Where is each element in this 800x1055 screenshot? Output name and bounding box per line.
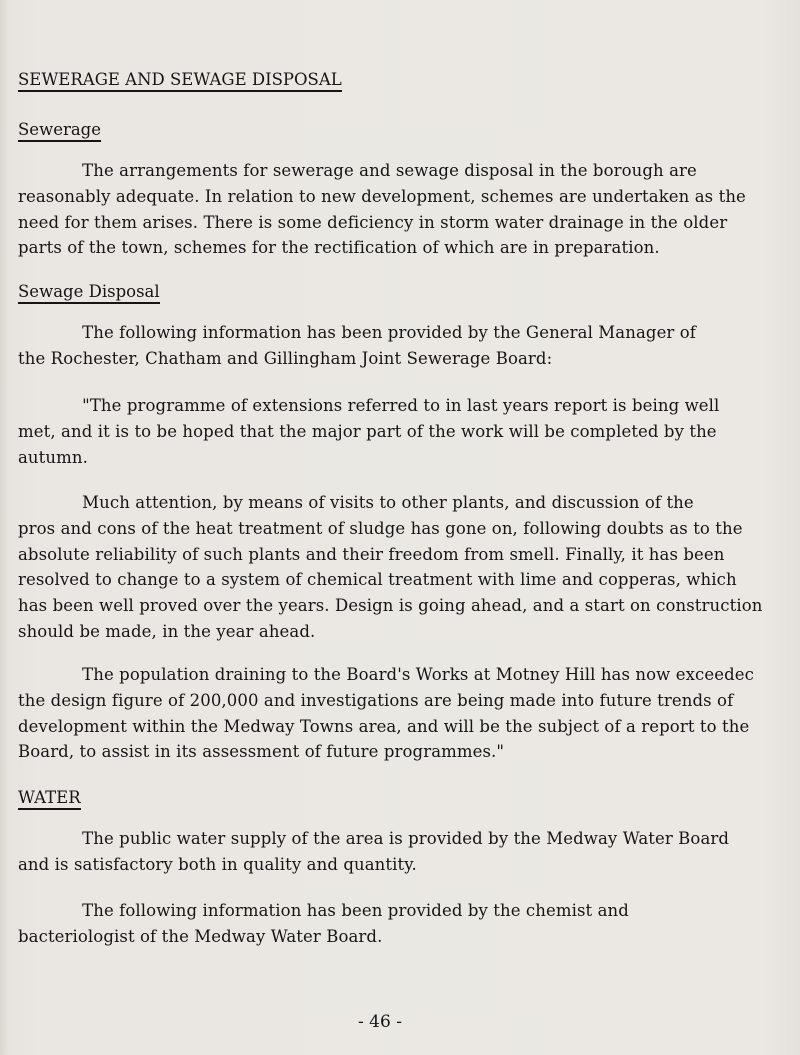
water-heading [18, 788, 81, 810]
paragraph-line: The public water supply of the area is provided by the Medway Water Board [18, 829, 730, 848]
page-number: - 46 - [358, 1012, 402, 1032]
water-paragraph-2 [18, 898, 798, 950]
paragraph-line: parts of the town, schemes for the rectification of which are in preparation. [18, 238, 660, 258]
sewage-disposal-heading [18, 282, 160, 304]
paragraph-line: should be made, in the year ahead. [18, 621, 316, 641]
paragraph-line: and is satisfactory both in quality and quantity. [18, 854, 417, 874]
sewerage-heading [18, 120, 101, 142]
paragraph-line: need for them arises. There is some deficiency in storm water drainage in the older [18, 212, 728, 232]
page-title-text: SEWERAGE AND SEWAGE DISPOSAL [18, 70, 342, 92]
paragraph-line: pros and cons of the heat treatment of sludge has gone on, following doubts as to the [18, 518, 743, 538]
paragraph-line: The population draining to the Board's Works at Motney Hill has now exceedec [18, 665, 754, 684]
paragraph-line: has been well proved over the years. Design is going ahead, and a start on construction [18, 596, 763, 616]
paragraph-line: resolved to change to a system of chemical treatment with lime and copperas, which [18, 570, 737, 590]
paragraph-line: the design figure of 200,000 and investigations are being made into future trends of [18, 690, 734, 710]
sewage-disposal-quote-1 [18, 393, 798, 470]
paragraph-line: The following information has been provided by the General Manager of [18, 323, 697, 342]
paragraph-line: the Rochester, Chatham and Gillingham Joint Sewerage Board: [18, 348, 553, 368]
sewerage-paragraph [18, 158, 798, 261]
sewage-disposal-intro [18, 320, 798, 372]
paragraph-line: Much attention, by means of visits to other plants, and discussion of the [18, 493, 694, 512]
paragraph-line: The following information has been provided by the chemist and [18, 901, 629, 920]
paragraph-line: autumn. [18, 447, 88, 467]
paragraph-line: met, and it is to be hoped that the major part of the work will be completed by the [18, 421, 717, 441]
paragraph-line: Board, to assist in its assessment of future programmes." [18, 742, 505, 762]
page-title [18, 70, 342, 92]
paragraph-line: absolute reliability of such plants and their freedom from smell. Finally, it has been [18, 544, 725, 564]
paragraph-line: bacteriologist of the Medway Water Board. [18, 926, 383, 946]
paragraph-line: "The programme of extensions referred to in last years report is being well [18, 396, 720, 415]
paragraph-line: development within the Medway Towns area, and will be the subject of a report to the [18, 716, 750, 736]
paragraph-line: The arrangements for sewerage and sewage disposal in the borough are [18, 161, 697, 180]
water-paragraph-1 [18, 826, 798, 878]
sewage-disposal-quote-2 [18, 490, 798, 645]
sewerage-heading-text: Sewerage [18, 120, 101, 142]
sewage-disposal-quote-3 [18, 662, 798, 765]
water-heading-text: WATER [18, 788, 81, 810]
sewage-disposal-heading-text: Sewage Disposal [18, 282, 160, 304]
paragraph-line: reasonably adequate. In relation to new development, schemes are undertaken as the [18, 186, 746, 206]
